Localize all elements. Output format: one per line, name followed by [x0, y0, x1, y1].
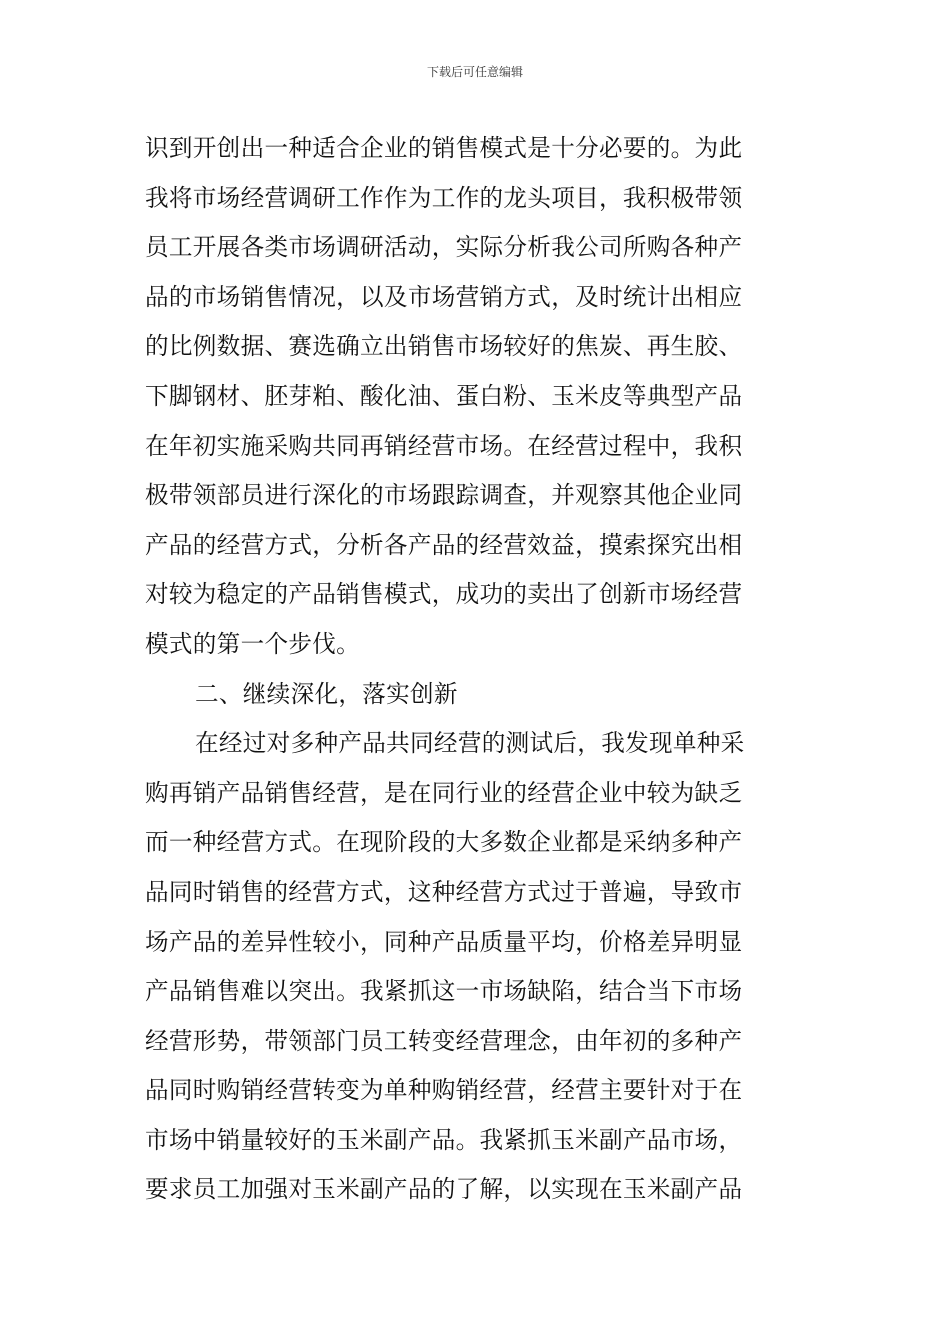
text-line: 品同时购销经营转变为单种购销经营，经营主要针对于在	[145, 1076, 743, 1105]
text-line: 购再销产品销售经营，是在同行业的经营企业中较为缺乏	[145, 778, 743, 807]
text-line: 下脚钢材、胚芽粕、酸化油、蛋白粉、玉米皮等典型产品	[145, 381, 743, 410]
text-line: 模式的第一个步伐。	[145, 629, 361, 658]
text-line: 场产品的差异性较小，同种产品质量平均，价格差异明显	[145, 927, 743, 956]
text-line: 对较为稳定的产品销售模式，成功的卖出了创新市场经营	[145, 580, 743, 609]
text-line: 品同时销售的经营方式，这种经营方式过于普遍，导致市	[145, 877, 743, 906]
text-line: 极带领部员进行深化的市场跟踪调查，并观察其他企业同	[145, 481, 743, 510]
text-line: 要求员工加强对玉米副产品的了解，以实现在玉米副产品	[145, 1175, 743, 1204]
text-line: 而一种经营方式。在现阶段的大多数企业都是采纳多种产	[145, 828, 743, 857]
text-line: 市场中销量较好的玉米副产品。我紧抓玉米副产品市场，	[145, 1125, 743, 1154]
text-line: 在经过对多种产品共同经营的测试后，我发现单种采	[195, 729, 745, 758]
text-line: 产品的经营方式，分析各产品的经营效益，摸索探究出相	[145, 530, 743, 559]
section-heading: 二、继续深化，落实创新	[195, 679, 458, 708]
text-line: 经营形势，带领部门员工转变经营理念，由年初的多种产	[145, 1026, 743, 1055]
text-line: 品的市场销售情况，以及市场营销方式，及时统计出相应	[145, 282, 743, 311]
text-line: 员工开展各类市场调研活动，实际分析我公司所购各种产	[145, 233, 743, 262]
page-header: 下载后可任意编辑	[426, 65, 523, 79]
text-line: 的比例数据、赛选确立出销售市场较好的焦炭、再生胶、	[145, 332, 743, 361]
text-line: 识到开创出一种适合企业的销售模式是十分必要的。为此	[145, 134, 743, 162]
text-line: 产品销售难以突出。我紧抓这一市场缺陷，结合当下市场	[145, 977, 743, 1006]
text-line: 在年初实施采购共同再销经营市场。在经营过程中，我积	[145, 431, 743, 460]
text-line: 我将市场经营调研工作作为工作的龙头项目，我积极带领	[145, 183, 743, 212]
document-body	[145, 124, 815, 1215]
